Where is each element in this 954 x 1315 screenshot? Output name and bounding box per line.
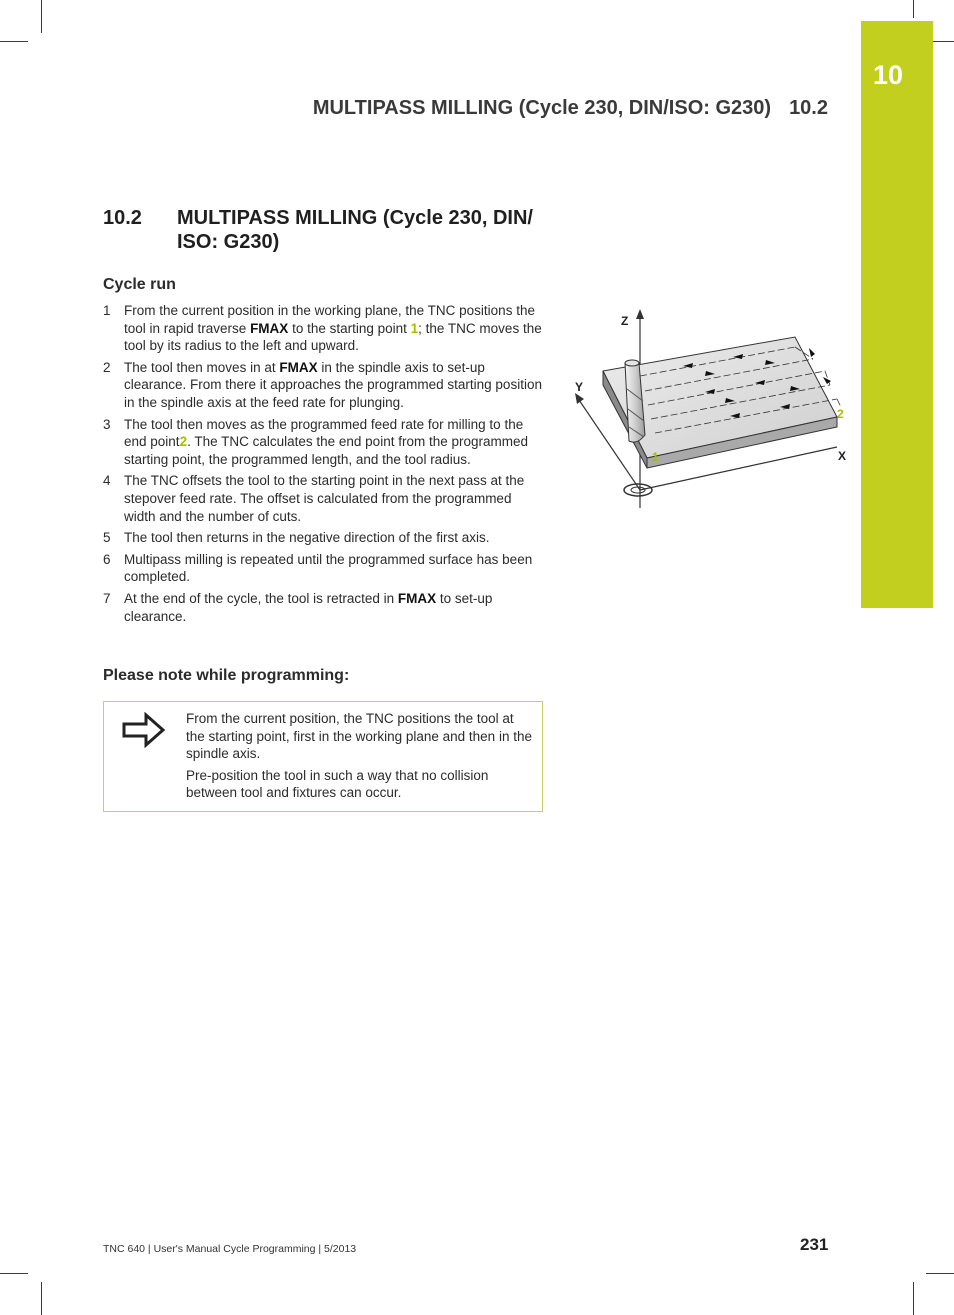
running-header bbox=[313, 97, 828, 120]
list-item bbox=[103, 551, 543, 586]
axis-x-label: X bbox=[838, 449, 847, 463]
step-number: 7 bbox=[103, 590, 111, 606]
crop-mark bbox=[0, 41, 28, 42]
note-paragraph: Pre-position the tool in such a way that no collision between tool and fixtures can occur. bbox=[186, 767, 489, 801]
crop-mark bbox=[41, 1282, 42, 1315]
step-number: 4 bbox=[103, 473, 111, 489]
note-text bbox=[186, 710, 534, 806]
fmax-keyword: FMAX bbox=[279, 359, 318, 375]
point-ref: 2 bbox=[179, 434, 188, 450]
running-section: 10.2 bbox=[789, 97, 828, 119]
crop-mark bbox=[913, 1282, 914, 1315]
list-item bbox=[103, 590, 543, 625]
note-paragraph: From the current position, the TNC positions the tool at the starting point, first in the working plane and then in the spindle axis. bbox=[186, 711, 532, 762]
footer-text: TNC 640 | User's Manual Cycle Programming | 5/2013 bbox=[103, 1243, 357, 1255]
cycle-run-heading: Cycle run bbox=[103, 276, 176, 293]
section-title-text: MULTIPASS MILLING (Cycle 230, DIN/ ISO: G230) bbox=[177, 207, 533, 253]
page-number: 231 bbox=[800, 1235, 829, 1254]
step-text: The TNC offsets the tool to the starting point in the next pass at the stepover feed rate. The offset is calculated from the programmed width and the number of cuts. bbox=[124, 473, 525, 524]
milling-diagram bbox=[565, 305, 855, 520]
step-number: 5 bbox=[103, 530, 111, 546]
fmax-keyword: FMAX bbox=[397, 590, 437, 606]
step-number: 3 bbox=[103, 416, 111, 432]
step-text: The tool then moves as the programmed feed rate for milling to the end point2. The TNC calculates the end point from the programmed starting point, the programmed length, and the tool radius. bbox=[124, 416, 528, 467]
section-number: 10.2 bbox=[103, 207, 142, 229]
list-item bbox=[103, 359, 543, 412]
axis-z-label: Z bbox=[621, 314, 629, 328]
step-number: 2 bbox=[103, 359, 111, 375]
crop-mark bbox=[926, 1273, 954, 1274]
step-text: Multipass milling is repeated until the programmed surface has been completed. bbox=[124, 551, 533, 585]
step-text: From the current position in the working plane, the TNC positions the tool in rapid traverse FMAX to the starting point 1; the TNC moves the tool by its radius to the left and upward. bbox=[124, 303, 542, 354]
chapter-number: 10 bbox=[873, 60, 904, 90]
crop-mark bbox=[913, 0, 914, 18]
step-number: 1 bbox=[103, 303, 111, 318]
point-1-label: 1 bbox=[652, 450, 659, 464]
fmax-keyword: FMAX bbox=[250, 320, 289, 336]
chapter-tab bbox=[861, 21, 933, 608]
step-text: The tool then moves in at FMAX in the spindle axis to set-up clearance. From there it approaches the programmed starting position in the spindle axis at the feed rate for plunging. bbox=[124, 359, 542, 410]
list-item bbox=[103, 472, 543, 525]
crop-mark bbox=[41, 0, 42, 33]
list-item bbox=[103, 416, 543, 469]
running-title: MULTIPASS MILLING (Cycle 230, DIN/ISO: G230) bbox=[312, 97, 772, 119]
arrow-right-icon bbox=[122, 712, 166, 753]
axis-y-label: Y bbox=[575, 380, 584, 394]
step-text: The tool then returns in the negative direction of the first axis. bbox=[124, 530, 490, 546]
crop-mark bbox=[0, 1273, 28, 1274]
cycle-steps-list bbox=[103, 302, 543, 629]
note-heading: Please note while programming: bbox=[103, 667, 350, 684]
step-text: At the end of the cycle, the tool is retracted in FMAX to set-up clearance. bbox=[124, 590, 493, 624]
point-2-label: 2 bbox=[837, 407, 844, 421]
point-ref: 1 bbox=[410, 320, 419, 336]
list-item bbox=[103, 529, 543, 547]
note-box bbox=[103, 701, 543, 812]
list-item bbox=[103, 302, 543, 355]
step-number: 6 bbox=[103, 551, 111, 567]
